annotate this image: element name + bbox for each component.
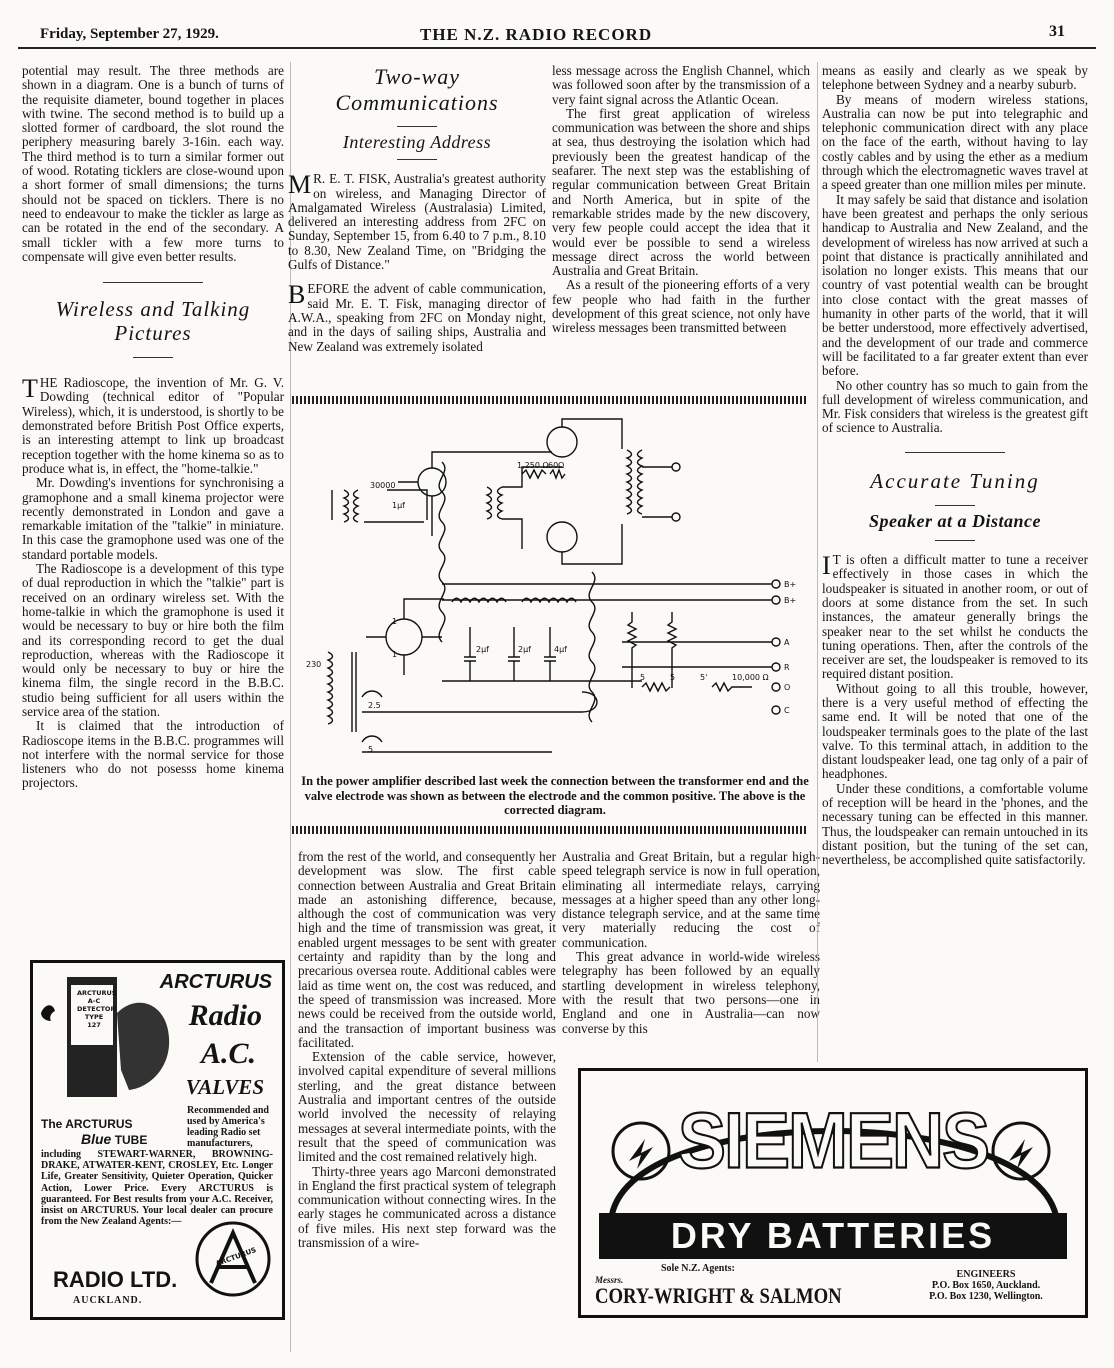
label-r: R <box>784 663 790 672</box>
fisk-paragraph-4: As a result of the pioneering efforts of a very few people who had faith in the further development of this great science, not only have wireless messages been transmitted between <box>552 277 810 336</box>
label-5a: 5 <box>640 673 646 682</box>
circuit-diagram <box>292 412 812 780</box>
lightning-icon <box>629 1139 653 1169</box>
arcturus-ac: A.C. <box>200 1037 256 1070</box>
article-subheading-address: Interesting Address <box>342 132 492 152</box>
label-2-5: 2.5 <box>368 701 381 710</box>
fisk-paragraph-9: This great advance in world-wide wireless telegraphy has been followed by an equally startling development in wireless telephony, with the result that two persons—one in England and one in Australia—can now converse by this <box>562 949 820 1036</box>
article-subheading-speaker: Speaker at a Distance <box>869 510 1041 531</box>
issue-date: Friday, September 27, 1929. <box>40 26 219 42</box>
mains-transformer <box>328 652 333 724</box>
article-heading-accurate-tuning: Accurate Tuning <box>870 468 1040 493</box>
fisk-intro-paragraph: MR. E. T. FISK, Australia's greatest authority on wireless, and Managing Director of Amalgamated Wireless (Australasia) Limited, delivered an interesting address from 2FC on Sunday, September 15, from 6.40 to 7 p.m., 8.10 to 8.30, New Zealand Time, on "Bridging the Gulfs of Distance." <box>288 170 546 273</box>
arcturus-radio: Radio <box>188 999 262 1032</box>
column-4 <box>822 64 1088 1064</box>
arcturus-recommended: Recommended and used by America's leading Radio set manufacturers, <box>187 1105 269 1149</box>
divider <box>397 159 437 160</box>
divider <box>133 357 173 358</box>
label-cap-1a: 1 <box>392 617 398 626</box>
radioscope-paragraph-2: Mr. Dowding's inventions for synchronising a gramophone and a small kinema projector were recently demonstrated in London and gave a remarkable imitation of the "talkie" in miniature. In this case the gramophone used was one of the standard portable models. <box>22 475 284 562</box>
label-60: 60Ω <box>548 461 565 470</box>
column-2 <box>288 64 546 390</box>
coil-paragraph: potential may result. The three methods are shown in a diagram. One is a bunch of turns of the requisite diameter, bound together in places with twine. The second method is to build up a slotted former of cardboard, the slot round the periphery measuring barely 3-16in. each way. The third method is to turn a similar former out of wood. Rotating ticklers are close-wound upon a short former of small dimensions; the turns should not be spaced on ticklers. There is no need to endeavour to make the tickler as large as can be rotated in the end of the secondary. A small tickler with a few more turns to compensate will give even better results. <box>22 64 284 264</box>
siemens-brand: SIEMENS <box>677 1097 989 1185</box>
auckland-address: P.O. Box 1650, Auckland. <box>931 1280 1041 1291</box>
divider <box>103 282 203 283</box>
divider <box>905 452 1005 453</box>
divider <box>935 505 975 506</box>
fisk-paragraph-12: It may safely be said that distance and isolation have been greatest and perhaps the only serious handicap to Australia and New Zealand, and the development of wireless has now arrived at such a point that distance is practically annihilated and isolation no longer exists. This means that our country of vast potential wealth can be brought into close contact with the great masses of humanity in other parts of the world, that it will be better understood, more effectively advertised, and the development of our trade and commerce will be facilitated to a far greater extent than ever before. <box>822 191 1088 379</box>
siemens-product: DRY BATTERIES <box>670 1215 996 1256</box>
bird-icon <box>41 1005 55 1021</box>
arcturus-advertisement[interactable] <box>30 960 285 1320</box>
siemens-agent: CORY-WRIGHT & SALMON <box>595 1283 842 1308</box>
label-b-plus-2: B+ <box>784 596 797 605</box>
arcturus-city: AUCKLAND. <box>73 1295 143 1306</box>
column-3 <box>552 64 810 390</box>
label-30000: 30000 <box>370 481 396 490</box>
fisk-paragraph-5: from the rest of the world, and consequently her development was slow. The first cable connection between Australia and Great Britain made an astonishing difference, because, although the cost of communication was very high and the time of transmission was great, it enabled urgent messages to be sent with greater certainty and rapidity than by the long and precarious oversea route. Additional cables were laid as time went on, the cost was reduced, and the speed of transmission was increased. More news could be received from the outside world, and the transaction of important business was facilitated. <box>298 850 556 1050</box>
label-b-plus-1: B+ <box>784 580 797 589</box>
arcturus-brand: ARCTURUS <box>159 971 272 993</box>
label-230: 230 <box>306 660 322 669</box>
article-heading-wireless-talking: Wireless and Talking Pictures <box>55 297 251 346</box>
fisk-paragraph-7: Thirty-three years ago Marconi demonstrated in England the first practical system of telegraph communication without connecting wires. In the early stages he communicated across a distance of five miles. His next step forward was the transmission of a wire- <box>298 1163 556 1251</box>
valve-3 <box>547 522 577 552</box>
column-separator <box>817 62 818 1062</box>
input-transformer-secondary <box>354 490 359 522</box>
ornamental-rule <box>292 826 806 834</box>
column-6 <box>562 850 820 1060</box>
divider <box>935 540 975 541</box>
label-cap-2uf-a: 2μf <box>476 645 489 654</box>
b-plus-rails <box>442 584 772 600</box>
capacitor-2uf-a <box>464 627 476 681</box>
arcturus-logo-text: ARCTURUS <box>214 1245 258 1269</box>
fisk-paragraph-3: The first great application of wireless communication was between the shore and ships at sea, thus destroying the isolation which had previously been the greatest handicap of the seafarer. The next step was the establishing of regular communication between Great Britain and North America, but in spite of the remarkable strides made by the new discovery, very few people could accept the idea that it would ever be possible to send a wireless message direct across the world between Australia and Great Britain. <box>552 105 810 279</box>
label-cap-2uf-b: 2μf <box>518 645 531 654</box>
page-header <box>40 20 1065 48</box>
tuning-paragraph-2: Without going to all this trouble, however, there is a very useful method of effecting the same end. It will be noted that one of the loudspeaker terminals goes to the plate of the last valve. To this terminal attach, in addition to the distant loudspeaker lead, one tag only of a pair of headphones. <box>822 680 1088 782</box>
fisk-paragraph-2: less message across the English Channel, which was followed soon after by the transmission of a very faint signal across the Atlantic Ocean. <box>552 64 810 107</box>
valve-2 <box>547 427 577 457</box>
agent-addresses <box>911 1269 1061 1302</box>
sole-agents-label: Sole N.Z. Agents: <box>661 1263 735 1274</box>
fisk-paragraph-6: Extension of the cable service, however, involved capital expenditure of several millions sterling, and the great distance between Australia and important centres of the outside world involved the necessity of relaying messages at several intermediate points, with the result that the speed of communication was limited and the cost remained relatively high. <box>298 1049 556 1165</box>
divider <box>397 126 437 127</box>
radioscope-paragraph-1: THE Radioscope, the invention of Mr. G. V. Dowding (technical editor of "Popular Wireless), which, it is understood, is shortly to be demonstrated before British Post Office experts, is an interesting attempt to link up broadcast reception together with the home kinema so as to produce what is, in effect, the "home-talkie." <box>22 374 284 476</box>
label-5b: 5 <box>670 673 676 682</box>
column-1 <box>22 64 284 954</box>
ornamental-rule <box>292 396 806 404</box>
engineers-label: ENGINEERS <box>956 1269 1016 1280</box>
resistor-1250 <box>522 470 546 478</box>
tuning-paragraph-3: Under these conditions, a comfortable volume of reception will be heard in the 'phones, and the necessary tuning can be effected in this manner. Thus, the loudspeaker can remain untouched in its distant position, but the tuning of the set can, nevertheless, be accomplished quite satisfactorily. <box>822 780 1088 868</box>
radioscope-paragraph-3: The Radioscope is a development of this type of dual reproduction in which the "talkie" part is received on an ordinary wireless set. With the home-talkie in which the gramophone is used it would be necessary to buy or hire both the film and its corresponding record to get the dual reproduction, whereas with the Radioscope it would only be necessary to buy or hire the kinema film, the single record in the B.B.C. studio being sufficient for all users within the service area of the station. <box>22 561 284 719</box>
label-10000: 10,000 Ω <box>732 673 769 682</box>
valve-box-label: ARCTURUS A-C DETECTOR TYPE 127 <box>77 989 117 1029</box>
blue-tube-line: The ARCTURUS Blue TUBE <box>41 1117 148 1147</box>
valve-bulb-icon <box>117 1003 169 1090</box>
fisk-paragraph-10: means as easily and clearly as we speak by telephone between Sydney and a nearby suburb. <box>822 64 1088 93</box>
column-5 <box>298 850 556 1346</box>
fisk-paragraph-13: No other country has so much to gain from the full development of wireless communication, and Mr. Fisk considers that wireless is the greatest gift of science to Australia. <box>822 377 1088 436</box>
label-a: A <box>784 638 790 647</box>
label-1250: 1,250 Ω <box>517 461 549 470</box>
radioscope-paragraph-4: It is claimed that the introduction of Radioscope items in the B.B.C. programmes will not interfere with the normal service for those listeners who do not posesss home kinema projectors. <box>22 718 284 791</box>
header-rule <box>18 47 1096 49</box>
article-heading-two-way: Two-way Communications <box>335 64 499 115</box>
fisk-paragraph-11: By means of modern wireless stations, Australia can now be put into telegraphic and telephonic communication direct with any place on the face of the earth, without having to lay costly cables and by using the ether as a medium through which the electromagnetic waves travel at a speed greater than one million miles per minute. <box>822 91 1088 193</box>
wellington-address: P.O. Box 1230, Wellington. <box>929 1291 1043 1302</box>
label-cap-1b: 1 <box>392 650 398 659</box>
arcturus-agent: RADIO LTD. <box>53 1267 178 1292</box>
fisk-paragraph-8: Australia and Great Britain, but a regular high-speed telegraph service is now in full operation, eliminating all intermediate relays, carrying messages at a higher speed than any other long-distance telegraph service, and at the same time very materially reducing the cost of communication. <box>562 850 820 950</box>
capacitor-4uf <box>544 627 556 681</box>
arcturus-copy: including STEWART-WARNER, BROWNING-DRAKE, ATWATER-KENT, CROSLEY, Etc. Longer Life, Greater Sensitivity, Quieter Operation, Quicker Action, Lower Price. Every ARCTURUS is guaranteed. For Best results from your A.C. Receiver, insist on ARCTURUS. Your local dealer can procure from the New Zealand Agents:— <box>41 1149 273 1228</box>
arcturus-valves: VALVES <box>185 1075 264 1099</box>
label-1uf: 1μf <box>392 501 405 510</box>
publication-title: THE N.Z. RADIO RECORD <box>420 25 653 44</box>
siemens-advertisement[interactable] <box>578 1068 1088 1318</box>
messrs-label: Messrs. <box>595 1275 624 1285</box>
resistor-60 <box>550 470 565 478</box>
fisk-paragraph-1: BEFORE the advent of cable communication, said Mr. E. T. Fisk, managing director of A.W.A., speaking from 2FC on Monday night, and in the days of sailing ships, Australia and New Zealand was extremely isolated <box>288 280 546 354</box>
capacitor-2uf-b <box>508 627 520 681</box>
label-o: O <box>784 683 791 692</box>
input-transformer-primary <box>332 490 349 522</box>
label-c: C <box>784 706 790 715</box>
label-cap-4uf: 4μf <box>554 645 567 654</box>
tuning-paragraph-1: IT is often a difficult matter to tune a receiver effectively in those cases in which the loudspeaker is situated in another room, or out of doors at some distance from the set. In such instances, the amateur generally brings the speaker near to the set whilst he conducts the tuning operations. Then, after the controls of the receiver are set, the loudspeaker is removed to its required distant position. <box>822 551 1088 682</box>
page-number: 31 <box>1049 23 1065 40</box>
label-5: 5 <box>368 745 374 754</box>
label-5c: 5' <box>700 673 708 682</box>
diagram-caption: In the power amplifier described last week the connection between the transformer end and the valve electrode was shown as between the electrode and the common positive. The above is the corrected diagram. <box>301 774 809 817</box>
